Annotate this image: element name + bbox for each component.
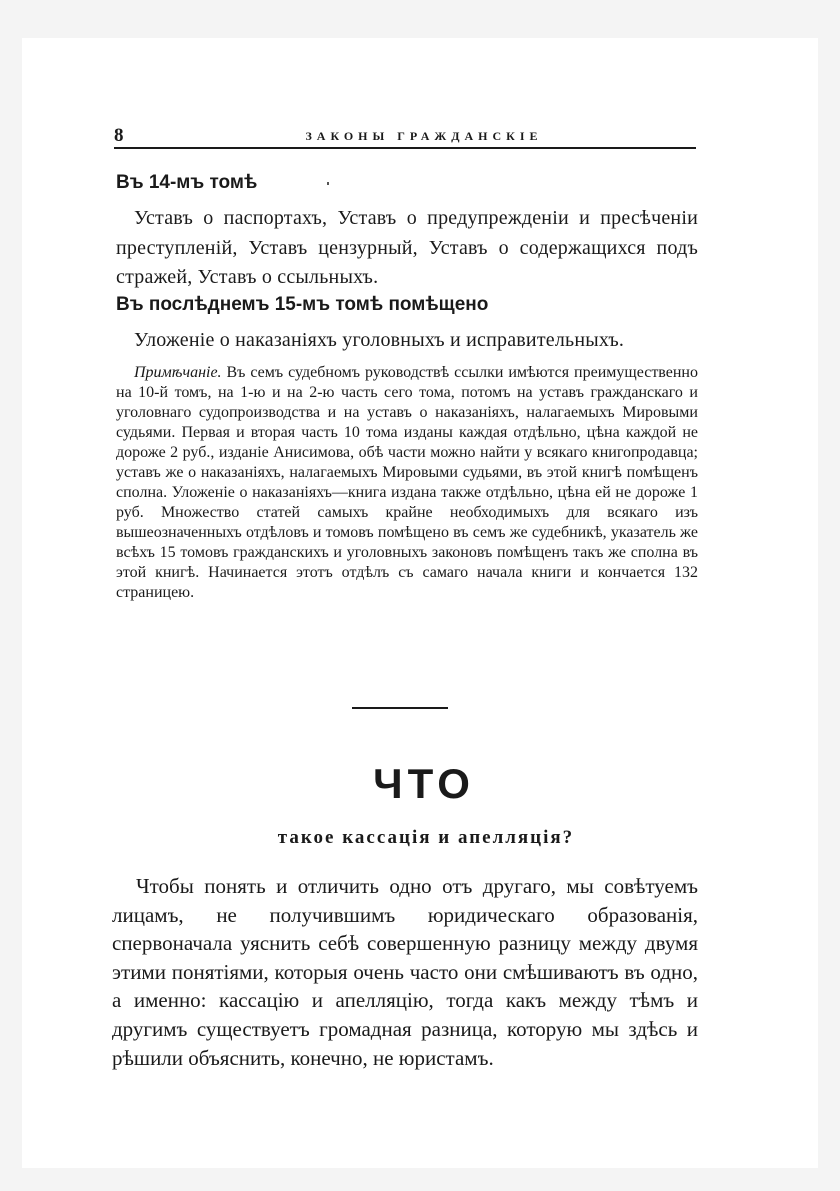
running-header: [114, 125, 694, 147]
print-speck: [327, 182, 329, 185]
note-text: Въ семъ судебномъ руководствѣ ссылки имѣются преимущественно на 10-й томъ, на 1-ю и на 2-ю часть сего тома, потомъ на уставъ гражданскаго и уголовнаго судопроизводства и на уставъ о наказаніяхъ, налагаемыхъ Мировыми судьями. Первая и вторая часть 10 тома изданы каждая отдѣльно, цѣна каждой не дороже 2 руб., изданіе Анисимова, обѣ части можно найти у всякаго книгопродавца; уставъ же о наказаніяхъ, налагаемыхъ Мировыми судьями, въ этой книгѣ помѣщенъ сполна. Уложеніе о наказаніяхъ—книга издана также отдѣльно, цѣна ей не дороже 1 руб. Множество статей самыхъ крайне необходимыхъ для всякаго изъ вышеозначенныхъ отдѣловъ и томовъ помѣщено въ семъ же судебникѣ, указатель же всѣхъ 15 томовъ гражданскихъ и уголовныхъ законовъ помѣщенъ такъ же сполна въ этой книгѣ. Начинается этотъ отдѣлъ съ самаго начала книги и кончается 132 страницею.: [116, 364, 698, 601]
header-rule: [114, 147, 696, 149]
section-14-text: Уставъ о паспортахъ, Уставъ о предупрежденіи и пресѣченіи преступленій, Уставъ цензурный, Уставъ о содержащихся подъ стражей, Уставъ о ссыльныхъ.: [116, 207, 698, 288]
note-label: Примѣчаніе.: [134, 364, 222, 381]
chapter-paragraph: Чтобы понять и отличить одно отъ другаго, мы совѣтуемъ лицамъ, не получившимъ юридическаго образованія, спервоначала уяснить себѣ совершенную разницу между двумя этими понятіями, которыя очень часто они смѣшиваютъ въ одно, а именно: кассацію и апелляцію, тогда какъ между тѣмъ и другимъ существуетъ громадная разница, которую мы здѣсь и рѣшили объяснить, конечно, не юристамъ.: [112, 874, 698, 1070]
footnote-paragraph: [116, 363, 698, 603]
section-15-text: Уложеніе о наказаніяхъ уголовныхъ и исправительныхъ.: [134, 329, 625, 351]
page-number: 8: [114, 125, 124, 146]
section-14-heading: Въ 14-мъ томѣ: [116, 172, 258, 193]
chapter-subtitle: такое кассація и апелляція?: [277, 827, 575, 848]
section-divider: [352, 707, 448, 709]
chapter-title: ЧТО: [373, 760, 475, 807]
running-title: ЗАКОНЫ ГРАЖДАНСКІЕ: [305, 129, 543, 143]
section-15-heading: Въ послѣднемъ 15-мъ томѣ помѣщено: [116, 294, 489, 315]
